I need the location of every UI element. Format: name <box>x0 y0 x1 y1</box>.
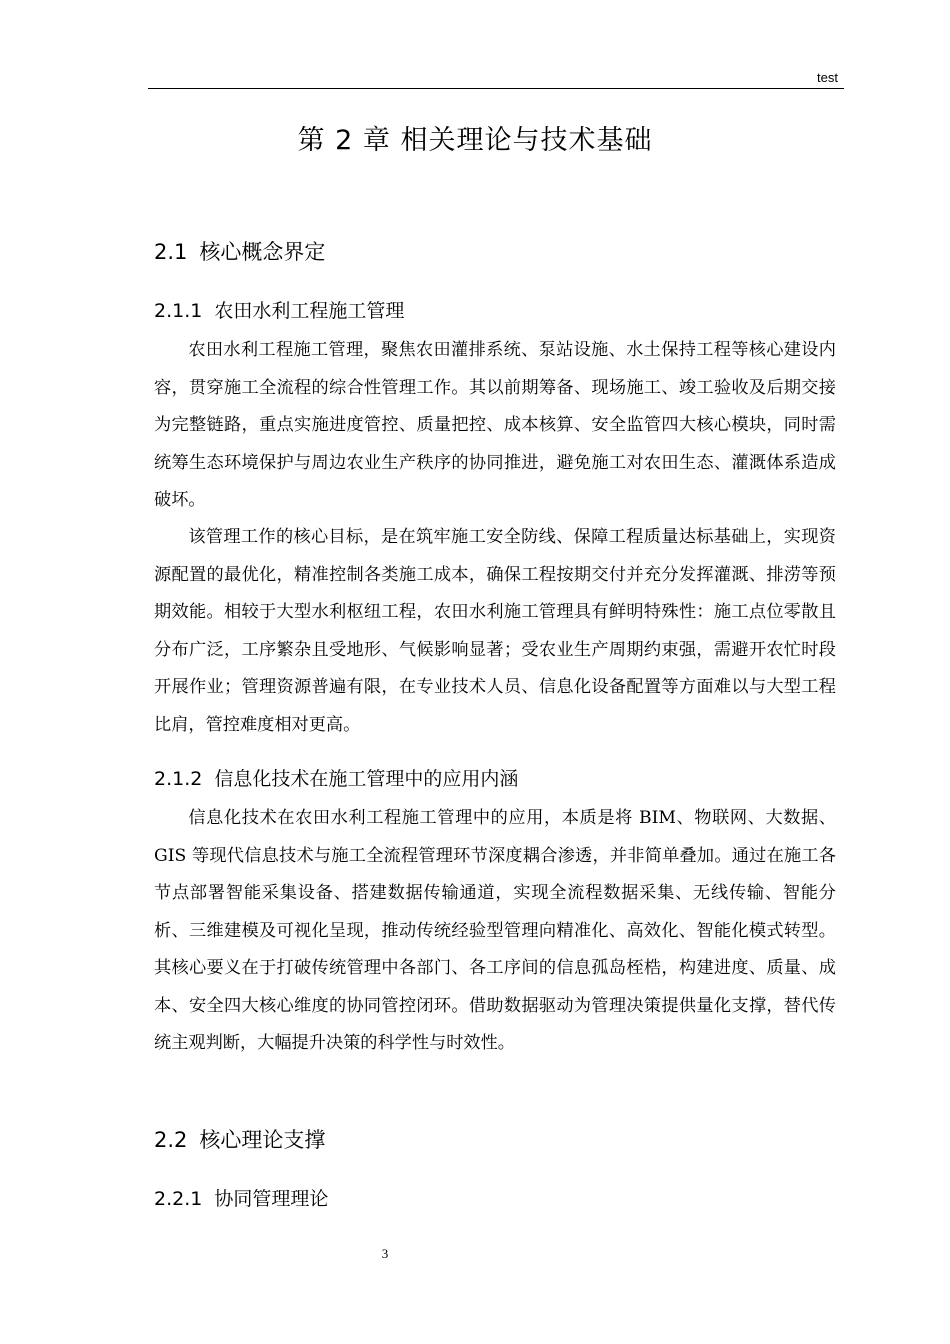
paragraph: 农田水利工程施工管理，聚焦农田灌排系统、泵站设施、水土保持工程等核心建设内容，贯穿施工全流程的综合性管理工作。其以前期筹备、现场施工、竣工验收及后期交接为完整链路，重点实施进度管控、质量把控、成本核算、安全监管四大核心模块，同时需统筹生态环境保护与周边农业生产秩序的协同推进，避免施工对农田生态、灌溉体系造成破坏。 <box>154 340 836 510</box>
chapter-title: 第 2 章 相关理论与技术基础 <box>297 125 653 156</box>
section-number: 2.1.1 <box>154 300 203 322</box>
page-number: 3 <box>381 1246 389 1261</box>
header-rule <box>148 88 844 89</box>
section-heading-2-2 <box>154 1124 325 1154</box>
section-heading-2-1-1 <box>154 296 404 323</box>
section-heading-2-1-2 <box>154 764 518 791</box>
section-heading-2-2-1 <box>154 1184 328 1211</box>
section-heading-2-1 <box>154 236 325 266</box>
paragraph: 信息化技术在农田水利工程施工管理中的应用，本质是将 BIM、物联网、大数据、GIS 等现代信息技术与施工全流程管理环节深度耦合渗透，并非简单叠加。通过在施工各节点部署智能采集设备、搭建数据传输通道，实现全流程数据采集、无线传输、智能分析、三维建模及可视化呈现，推动传统经验型管理向精准化、高效化、智能化模式转型。其核心要义在于打破传统管理中各部门、各工序间的信息孤岛桎梏，构建进度、质量、成本、安全四大核心维度的协同管控闭环。借助数据驱动为管理决策提供量化支撑，替代传统主观判断，大幅提升决策的科学性与时效性。 <box>154 808 836 1053</box>
section-number: 2.1 <box>154 240 188 264</box>
section-title: 协同管理理论 <box>214 1188 329 1210</box>
section-title: 核心理论支撑 <box>199 1128 326 1152</box>
section-number: 2.1.2 <box>154 768 203 790</box>
section-title: 核心概念界定 <box>199 240 326 264</box>
section-title: 信息化技术在施工管理中的应用内涵 <box>214 768 519 790</box>
page-header-text: test <box>817 70 838 85</box>
section-number: 2.2 <box>154 1128 188 1152</box>
paragraph: 该管理工作的核心目标，是在筑牢施工安全防线、保障工程质量达标基础上，实现资源配置的最优化，精准控制各类施工成本，确保工程按期交付并充分发挥灌溉、排涝等预期效能。相较于大型水利枢纽工程，农田水利施工管理具有鲜明特殊性：施工点位零散且分布广泛，工序繁杂且受地形、气候影响显著；受农业生产周期约束强，需避开农忙时段开展作业；管理资源普遍有限，在专业技术人员、信息化设备配置等方面难以与大型工程比肩，管控难度相对更高。 <box>154 527 836 735</box>
section-number: 2.2.1 <box>154 1188 203 1210</box>
section-title: 农田水利工程施工管理 <box>214 300 405 322</box>
